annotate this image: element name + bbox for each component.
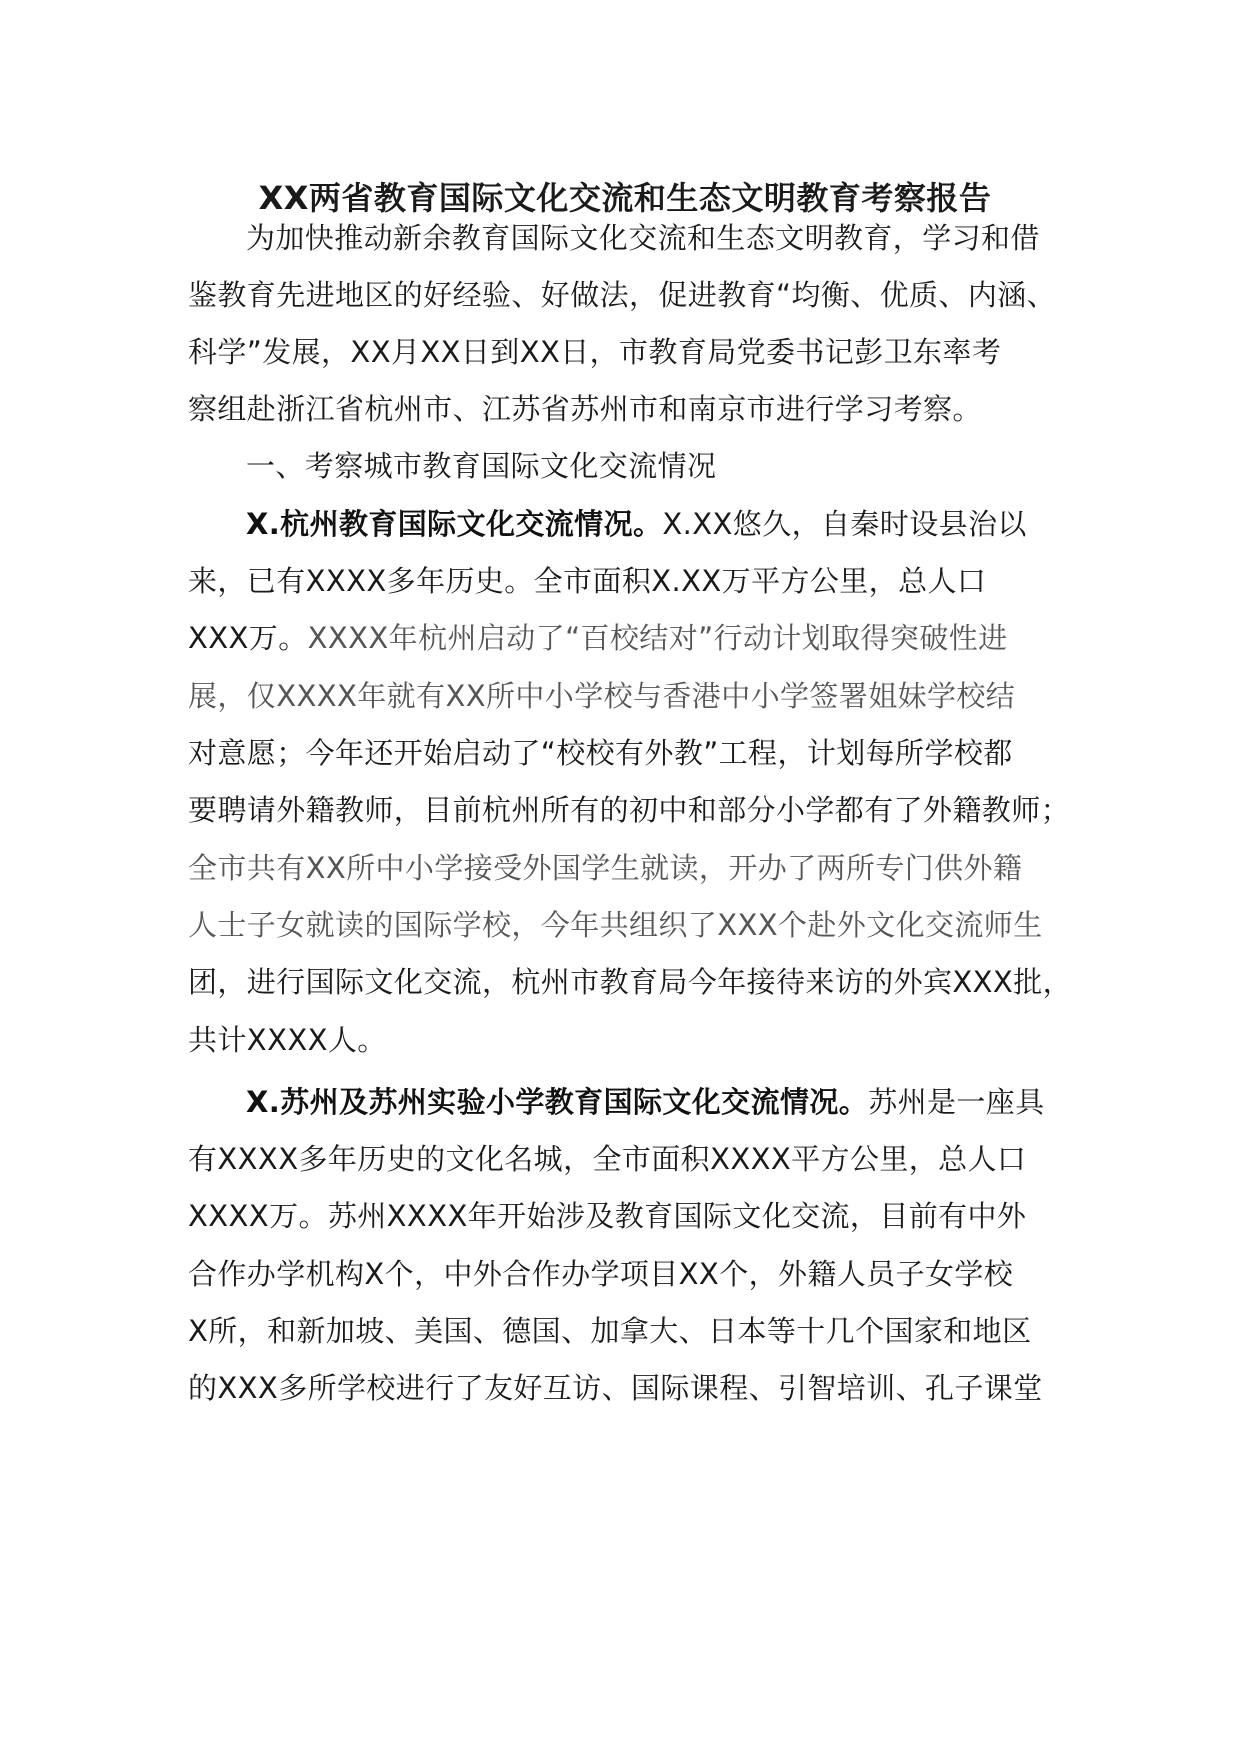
paragraph-line bbox=[188, 1137, 1026, 1181]
paragraph-line bbox=[188, 330, 1001, 374]
document-title: XX两省教育国际文化交流和生态文明教育考察报告 bbox=[258, 179, 992, 217]
paragraph-line bbox=[188, 731, 1013, 775]
paragraph-line bbox=[188, 788, 1070, 832]
line-text: XXXX万。苏州XXXX年开始涉及教育国际文化交流，目前有中外 bbox=[188, 1199, 1027, 1233]
paragraph-line bbox=[246, 216, 1040, 260]
line-text: 要聘请外籍教师，目前杭州所有的初中和部分小学都有了外籍教师； bbox=[188, 793, 1071, 827]
paragraph-line bbox=[188, 846, 1022, 890]
subsection-heading: X.杭州教育国际文化交流情况。 bbox=[246, 507, 663, 541]
line-text: 为加快推动新余教育国际文化交流和生态文明教育，学习和借 bbox=[246, 221, 1040, 255]
line-text: 有XXXX多年历史的文化名城，全市面积XXXX平方公里，总人口 bbox=[188, 1142, 1027, 1176]
paragraph-line bbox=[188, 674, 1015, 718]
paragraph-line bbox=[188, 903, 1043, 947]
line-text: X所，和新加坡、美国、德国、加拿大、日本等十几个国家和地区 bbox=[188, 1314, 1032, 1348]
paragraph-line bbox=[188, 1252, 1013, 1296]
line-text: 苏州是一座具 bbox=[868, 1085, 1045, 1119]
line-text: 科学”发展，XX月XX日到XX日，市教育局党委书记彭卫东率考 bbox=[188, 335, 1002, 369]
line-text: 的XXX多所学校进行了友好互访、国际课程、引智培训、孔子课堂 bbox=[188, 1371, 1043, 1405]
line-text: 察组赴浙江省杭州市、江苏省苏州市和南京市进行学习考察。 bbox=[188, 392, 982, 426]
line-text: X.XX悠久，自秦时设县治以 bbox=[662, 507, 1027, 541]
paragraph-line bbox=[188, 559, 986, 603]
paragraph-line bbox=[188, 1309, 1031, 1353]
paragraph-line bbox=[188, 616, 1008, 660]
paragraph-line bbox=[188, 960, 1072, 1004]
paragraph-line bbox=[246, 1080, 1045, 1124]
line-text: 全市共有XX所中小学接受外国学生就读，开办了两所专门供外籍 bbox=[188, 851, 1023, 885]
line-text: XXXX年杭州启动了“百校结对”行动计划取得突破性进 bbox=[307, 621, 1008, 655]
paragraph-line bbox=[246, 502, 1027, 546]
paragraph-line bbox=[188, 1366, 1043, 1410]
line-text: 对意愿；今年还开始启动了“校校有外教”工程，计划每所学校都 bbox=[188, 736, 1013, 770]
section-heading bbox=[246, 444, 716, 488]
line-text: 来，已有XXXX多年历史。全市面积X.XX万平方公里，总人口 bbox=[188, 564, 987, 598]
paragraph-line bbox=[188, 1018, 387, 1062]
line-text: 合作办学机构X个，中外合作办学项目XX个，外籍人员子女学校 bbox=[188, 1257, 1014, 1291]
section-heading-text: 一、考察城市教育国际文化交流情况 bbox=[246, 449, 717, 483]
paragraph-line bbox=[188, 273, 1056, 317]
line-text: 共计XXXX人。 bbox=[188, 1023, 387, 1057]
line-text: 人士子女就读的国际学校，今年共组织了XXX个赴外文化交流师生 bbox=[188, 908, 1043, 942]
paragraph-line bbox=[188, 1194, 1026, 1238]
line-text: 鉴教育先进地区的好经验、好做法，促进教育“均衡、优质、内涵、 bbox=[188, 278, 1057, 312]
line-text: 展，仅XXXX年就有XX所中小学校与香港中小学签署姐妹学校结 bbox=[188, 679, 1016, 713]
paragraph-line bbox=[188, 387, 982, 431]
line-text: XXX万。 bbox=[188, 621, 308, 655]
line-text: 团，进行国际文化交流，杭州市教育局今年接待来访的外宾XXX批， bbox=[188, 965, 1073, 999]
subsection-heading: X.苏州及苏州实验小学教育国际文化交流情况。 bbox=[246, 1085, 869, 1119]
